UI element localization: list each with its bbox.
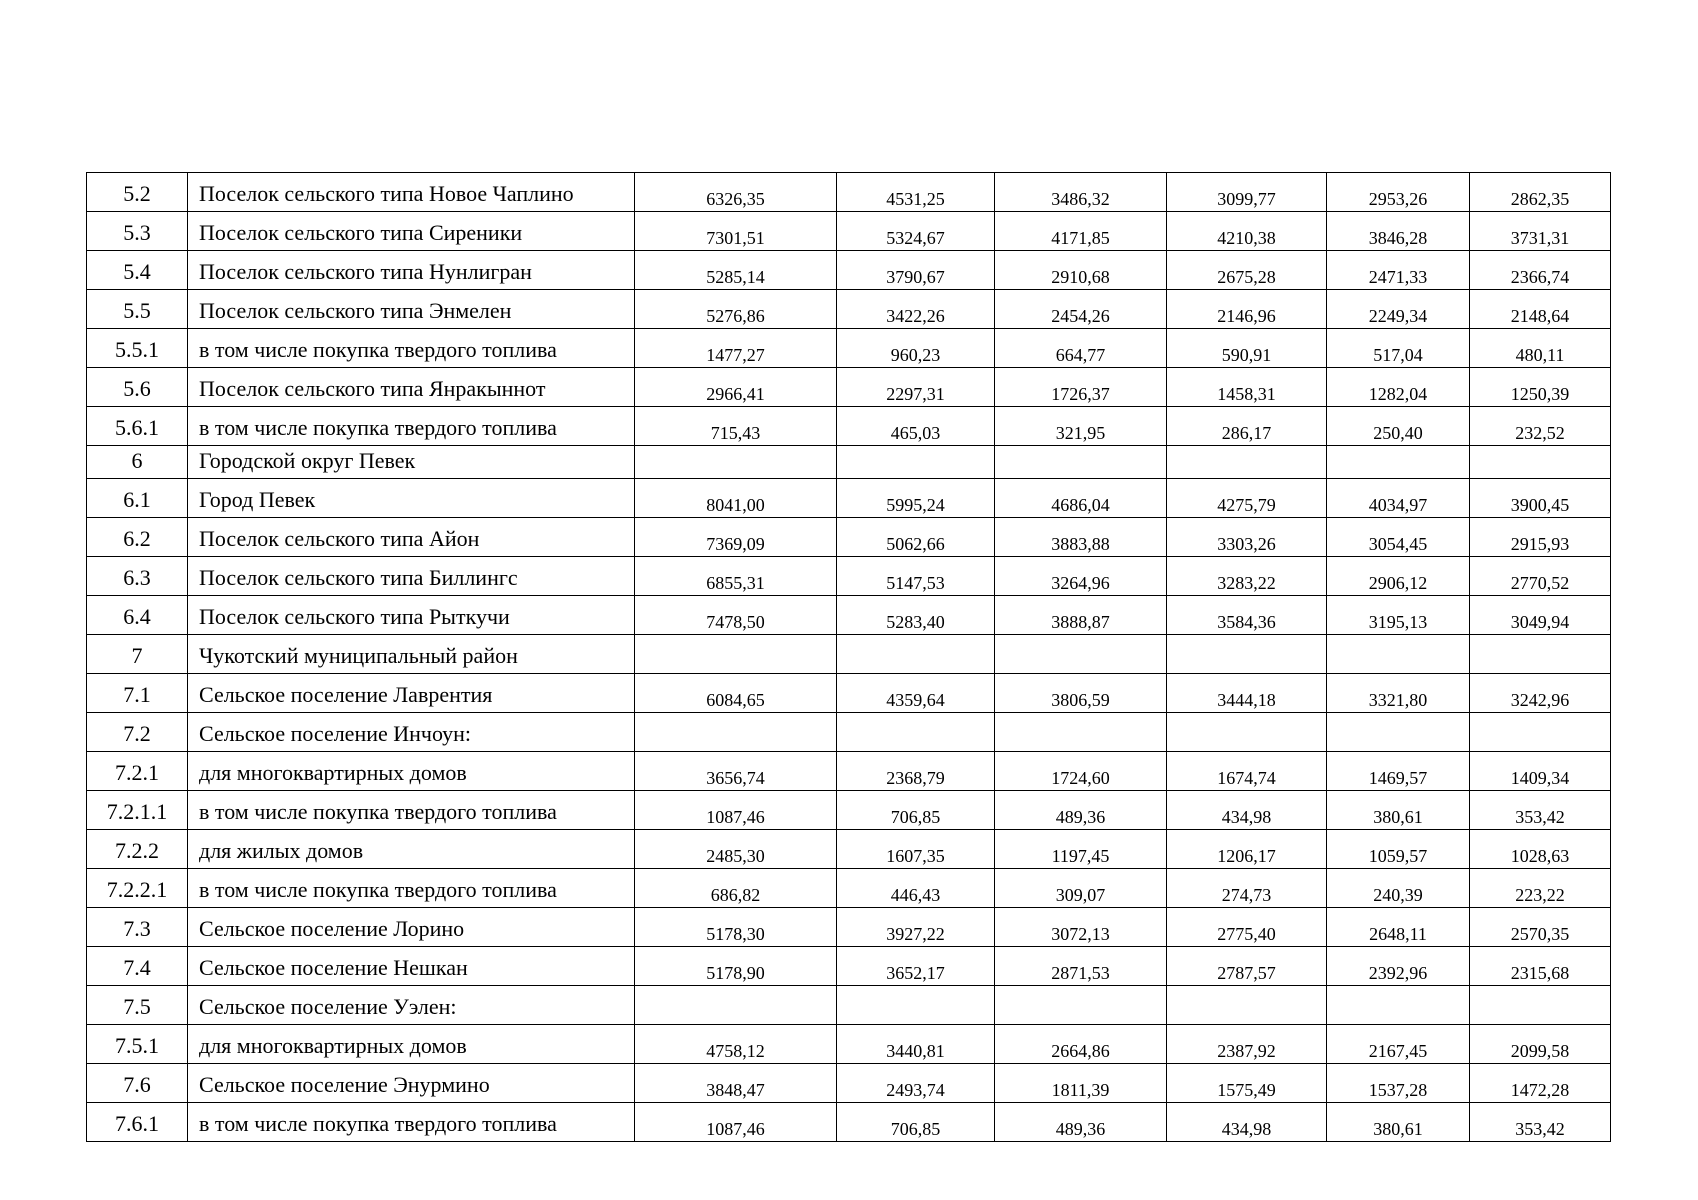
row-number-cell: 5.6.1: [87, 407, 188, 446]
table-row: [87, 479, 1611, 518]
value-cell-4: 274,73: [1167, 869, 1327, 908]
value-cell-5: 2392,96: [1327, 947, 1470, 986]
value-cell-3: 664,77: [995, 329, 1167, 368]
value-cell-6: [1470, 713, 1611, 752]
value-cell-2: [837, 986, 995, 1025]
value-cell-3: 4686,04: [995, 479, 1167, 518]
value-cell-3: 489,36: [995, 1103, 1167, 1142]
row-number-cell: 6.2: [87, 518, 188, 557]
settlement-name-cell: Сельское поселение Лорино: [188, 908, 635, 947]
value-cell-1: 715,43: [635, 407, 837, 446]
value-cell-5: 250,40: [1327, 407, 1470, 446]
value-cell-4: 3099,77: [1167, 173, 1327, 212]
value-cell-5: 4034,97: [1327, 479, 1470, 518]
value-cell-3: 2454,26: [995, 290, 1167, 329]
value-cell-1: 5285,14: [635, 251, 837, 290]
row-number-cell: 6.4: [87, 596, 188, 635]
table-row: [87, 446, 1611, 479]
value-cell-1: 6084,65: [635, 674, 837, 713]
value-cell-5: 2471,33: [1327, 251, 1470, 290]
value-cell-5: 517,04: [1327, 329, 1470, 368]
row-number-cell: 7.2.1: [87, 752, 188, 791]
settlement-name-cell: Поселок сельского типа Айон: [188, 518, 635, 557]
value-cell-4: 3584,36: [1167, 596, 1327, 635]
value-cell-2: 5995,24: [837, 479, 995, 518]
value-cell-4: 4210,38: [1167, 212, 1327, 251]
table-row: [87, 557, 1611, 596]
value-cell-5: 1282,04: [1327, 368, 1470, 407]
value-cell-1: 5178,90: [635, 947, 837, 986]
value-cell-6: 2099,58: [1470, 1025, 1611, 1064]
row-number-cell: 5.3: [87, 212, 188, 251]
table-row: [87, 674, 1611, 713]
value-cell-4: 434,98: [1167, 791, 1327, 830]
value-cell-2: 3927,22: [837, 908, 995, 947]
value-cell-3: 2664,86: [995, 1025, 1167, 1064]
settlement-name-cell: Чукотский муниципальный район: [188, 635, 635, 674]
value-cell-4: 1458,31: [1167, 368, 1327, 407]
value-cell-3: [995, 446, 1167, 479]
value-cell-2: 4359,64: [837, 674, 995, 713]
table-row: [87, 329, 1611, 368]
value-cell-2: 960,23: [837, 329, 995, 368]
table-row: [87, 752, 1611, 791]
value-cell-1: 686,82: [635, 869, 837, 908]
row-number-cell: 7.5.1: [87, 1025, 188, 1064]
row-number-cell: 5.2: [87, 173, 188, 212]
value-cell-6: [1470, 986, 1611, 1025]
settlement-name-cell: в том числе покупка твердого топлива: [188, 329, 635, 368]
value-cell-5: [1327, 713, 1470, 752]
table-row: [87, 518, 1611, 557]
value-cell-2: 4531,25: [837, 173, 995, 212]
value-cell-5: 3321,80: [1327, 674, 1470, 713]
value-cell-2: [837, 713, 995, 752]
table-row: [87, 635, 1611, 674]
value-cell-4: 1575,49: [1167, 1064, 1327, 1103]
row-number-cell: 5.6: [87, 368, 188, 407]
value-cell-1: 2966,41: [635, 368, 837, 407]
value-cell-4: 590,91: [1167, 329, 1327, 368]
value-cell-6: 232,52: [1470, 407, 1611, 446]
value-cell-2: 1607,35: [837, 830, 995, 869]
row-number-cell: 6.3: [87, 557, 188, 596]
value-cell-4: 1206,17: [1167, 830, 1327, 869]
settlement-name-cell: Город Певек: [188, 479, 635, 518]
value-cell-4: [1167, 446, 1327, 479]
settlement-name-cell: Поселок сельского типа Янракыннот: [188, 368, 635, 407]
value-cell-2: [837, 635, 995, 674]
settlement-name-cell: Сельское поселение Лаврентия: [188, 674, 635, 713]
value-cell-2: 706,85: [837, 791, 995, 830]
value-cell-5: 380,61: [1327, 791, 1470, 830]
settlement-name-cell: Поселок сельского типа Новое Чаплино: [188, 173, 635, 212]
table-row: [87, 908, 1611, 947]
row-number-cell: 7.2.2: [87, 830, 188, 869]
row-number-cell: 5.5: [87, 290, 188, 329]
value-cell-5: 1059,57: [1327, 830, 1470, 869]
value-cell-3: 1197,45: [995, 830, 1167, 869]
value-cell-6: [1470, 635, 1611, 674]
value-cell-6: 480,11: [1470, 329, 1611, 368]
value-cell-5: 2906,12: [1327, 557, 1470, 596]
settlement-name-cell: Поселок сельского типа Нунлигран: [188, 251, 635, 290]
value-cell-4: 1674,74: [1167, 752, 1327, 791]
settlement-name-cell: Поселок сельского типа Сиреники: [188, 212, 635, 251]
settlement-name-cell: Поселок сельского типа Биллингс: [188, 557, 635, 596]
value-cell-3: 4171,85: [995, 212, 1167, 251]
value-cell-1: 6326,35: [635, 173, 837, 212]
value-cell-3: 3883,88: [995, 518, 1167, 557]
value-cell-6: 2570,35: [1470, 908, 1611, 947]
value-cell-1: 2485,30: [635, 830, 837, 869]
table-row: [87, 791, 1611, 830]
value-cell-3: 1724,60: [995, 752, 1167, 791]
value-cell-1: [635, 446, 837, 479]
value-cell-5: 2953,26: [1327, 173, 1470, 212]
value-cell-4: 2775,40: [1167, 908, 1327, 947]
value-cell-2: 2368,79: [837, 752, 995, 791]
table-row: [87, 869, 1611, 908]
settlement-name-cell: Сельское поселение Энурмино: [188, 1064, 635, 1103]
value-cell-2: 446,43: [837, 869, 995, 908]
value-cell-1: [635, 635, 837, 674]
value-cell-1: 7478,50: [635, 596, 837, 635]
value-cell-3: 309,07: [995, 869, 1167, 908]
value-cell-4: 3444,18: [1167, 674, 1327, 713]
value-cell-3: [995, 635, 1167, 674]
value-cell-5: [1327, 635, 1470, 674]
table-row: [87, 596, 1611, 635]
row-number-cell: 7.6.1: [87, 1103, 188, 1142]
value-cell-6: 223,22: [1470, 869, 1611, 908]
row-number-cell: 7.2: [87, 713, 188, 752]
value-cell-2: 5283,40: [837, 596, 995, 635]
value-cell-4: [1167, 986, 1327, 1025]
value-cell-3: 2871,53: [995, 947, 1167, 986]
value-cell-5: 3054,45: [1327, 518, 1470, 557]
value-cell-2: 3790,67: [837, 251, 995, 290]
settlement-name-cell: Поселок сельского типа Рыткучи: [188, 596, 635, 635]
value-cell-3: 2910,68: [995, 251, 1167, 290]
value-cell-3: 3486,32: [995, 173, 1167, 212]
value-cell-4: 2146,96: [1167, 290, 1327, 329]
value-cell-4: 286,17: [1167, 407, 1327, 446]
value-cell-6: 2148,64: [1470, 290, 1611, 329]
value-cell-6: 1028,63: [1470, 830, 1611, 869]
value-cell-2: 5324,67: [837, 212, 995, 251]
value-cell-1: 3656,74: [635, 752, 837, 791]
value-cell-2: 3422,26: [837, 290, 995, 329]
value-cell-3: 321,95: [995, 407, 1167, 446]
row-number-cell: 7.6: [87, 1064, 188, 1103]
value-cell-5: 2167,45: [1327, 1025, 1470, 1064]
value-cell-4: 2675,28: [1167, 251, 1327, 290]
value-cell-2: 465,03: [837, 407, 995, 446]
row-number-cell: 6: [87, 446, 188, 479]
value-cell-1: 4758,12: [635, 1025, 837, 1064]
row-number-cell: 6.1: [87, 479, 188, 518]
value-cell-2: 5062,66: [837, 518, 995, 557]
value-cell-2: 2297,31: [837, 368, 995, 407]
settlement-name-cell: Сельское поселение Нешкан: [188, 947, 635, 986]
value-cell-6: 2366,74: [1470, 251, 1611, 290]
value-cell-4: 4275,79: [1167, 479, 1327, 518]
value-cell-2: 706,85: [837, 1103, 995, 1142]
settlement-name-cell: для многоквартирных домов: [188, 752, 635, 791]
value-cell-5: [1327, 446, 1470, 479]
value-cell-2: 3652,17: [837, 947, 995, 986]
value-cell-5: 380,61: [1327, 1103, 1470, 1142]
settlement-name-cell: в том числе покупка твердого топлива: [188, 407, 635, 446]
value-cell-3: [995, 713, 1167, 752]
value-cell-4: [1167, 713, 1327, 752]
value-cell-6: 3900,45: [1470, 479, 1611, 518]
value-cell-2: 3440,81: [837, 1025, 995, 1064]
value-cell-2: 2493,74: [837, 1064, 995, 1103]
value-cell-3: 3888,87: [995, 596, 1167, 635]
table-row: [87, 368, 1611, 407]
table-row: [87, 1064, 1611, 1103]
value-cell-3: [995, 986, 1167, 1025]
value-cell-6: 3049,94: [1470, 596, 1611, 635]
value-cell-5: 2648,11: [1327, 908, 1470, 947]
table-row: [87, 1025, 1611, 1064]
value-cell-6: 2315,68: [1470, 947, 1611, 986]
row-number-cell: 7.4: [87, 947, 188, 986]
table-row: [87, 173, 1611, 212]
settlement-name-cell: Городской округ Певек: [188, 446, 635, 479]
value-cell-4: 2387,92: [1167, 1025, 1327, 1064]
settlement-name-cell: в том числе покупка твердого топлива: [188, 869, 635, 908]
value-cell-6: 3242,96: [1470, 674, 1611, 713]
value-cell-6: [1470, 446, 1611, 479]
value-cell-5: 3195,13: [1327, 596, 1470, 635]
value-cell-2: [837, 446, 995, 479]
row-number-cell: 7.2.1.1: [87, 791, 188, 830]
value-cell-5: 1537,28: [1327, 1064, 1470, 1103]
value-cell-6: 353,42: [1470, 1103, 1611, 1142]
value-cell-1: 1087,46: [635, 1103, 837, 1142]
value-cell-1: 3848,47: [635, 1064, 837, 1103]
value-cell-3: 1726,37: [995, 368, 1167, 407]
value-cell-1: [635, 986, 837, 1025]
value-cell-1: 5178,30: [635, 908, 837, 947]
table-row: [87, 407, 1611, 446]
value-cell-6: 1472,28: [1470, 1064, 1611, 1103]
table-row: [87, 212, 1611, 251]
row-number-cell: 5.5.1: [87, 329, 188, 368]
value-cell-1: 5276,86: [635, 290, 837, 329]
row-number-cell: 7.1: [87, 674, 188, 713]
value-cell-1: 7301,51: [635, 212, 837, 251]
settlement-name-cell: Сельское поселение Инчоун:: [188, 713, 635, 752]
value-cell-4: 434,98: [1167, 1103, 1327, 1142]
table-row: [87, 290, 1611, 329]
row-number-cell: 7.2.2.1: [87, 869, 188, 908]
value-cell-5: 1469,57: [1327, 752, 1470, 791]
value-cell-6: 3731,31: [1470, 212, 1611, 251]
value-cell-6: 353,42: [1470, 791, 1611, 830]
settlement-name-cell: в том числе покупка твердого топлива: [188, 1103, 635, 1142]
row-number-cell: 7.5: [87, 986, 188, 1025]
value-cell-4: 3303,26: [1167, 518, 1327, 557]
value-cell-1: [635, 713, 837, 752]
value-cell-1: 7369,09: [635, 518, 837, 557]
value-cell-6: 1250,39: [1470, 368, 1611, 407]
value-cell-5: 3846,28: [1327, 212, 1470, 251]
table-row: [87, 947, 1611, 986]
data-table: [86, 172, 1611, 1142]
table-body: [87, 173, 1611, 1142]
value-cell-2: 5147,53: [837, 557, 995, 596]
value-cell-1: 8041,00: [635, 479, 837, 518]
value-cell-5: 2249,34: [1327, 290, 1470, 329]
settlement-name-cell: Сельское поселение Уэлен:: [188, 986, 635, 1025]
settlement-name-cell: Поселок сельского типа Энмелен: [188, 290, 635, 329]
settlement-name-cell: для многоквартирных домов: [188, 1025, 635, 1064]
row-number-cell: 5.4: [87, 251, 188, 290]
settlement-name-cell: в том числе покупка твердого топлива: [188, 791, 635, 830]
value-cell-4: 2787,57: [1167, 947, 1327, 986]
value-cell-5: 240,39: [1327, 869, 1470, 908]
value-cell-6: 2770,52: [1470, 557, 1611, 596]
value-cell-6: 1409,34: [1470, 752, 1611, 791]
value-cell-5: [1327, 986, 1470, 1025]
value-cell-6: 2862,35: [1470, 173, 1611, 212]
settlement-name-cell: для жилых домов: [188, 830, 635, 869]
value-cell-4: [1167, 635, 1327, 674]
value-cell-3: 1811,39: [995, 1064, 1167, 1103]
value-cell-1: 1087,46: [635, 791, 837, 830]
value-cell-1: 6855,31: [635, 557, 837, 596]
row-number-cell: 7: [87, 635, 188, 674]
value-cell-1: 1477,27: [635, 329, 837, 368]
value-cell-3: 3264,96: [995, 557, 1167, 596]
value-cell-3: 3806,59: [995, 674, 1167, 713]
table-row: [87, 1103, 1611, 1142]
value-cell-3: 489,36: [995, 791, 1167, 830]
value-cell-6: 2915,93: [1470, 518, 1611, 557]
value-cell-3: 3072,13: [995, 908, 1167, 947]
table-row: [87, 986, 1611, 1025]
value-cell-4: 3283,22: [1167, 557, 1327, 596]
table-row: [87, 251, 1611, 290]
row-number-cell: 7.3: [87, 908, 188, 947]
table-row: [87, 713, 1611, 752]
table-row: [87, 830, 1611, 869]
